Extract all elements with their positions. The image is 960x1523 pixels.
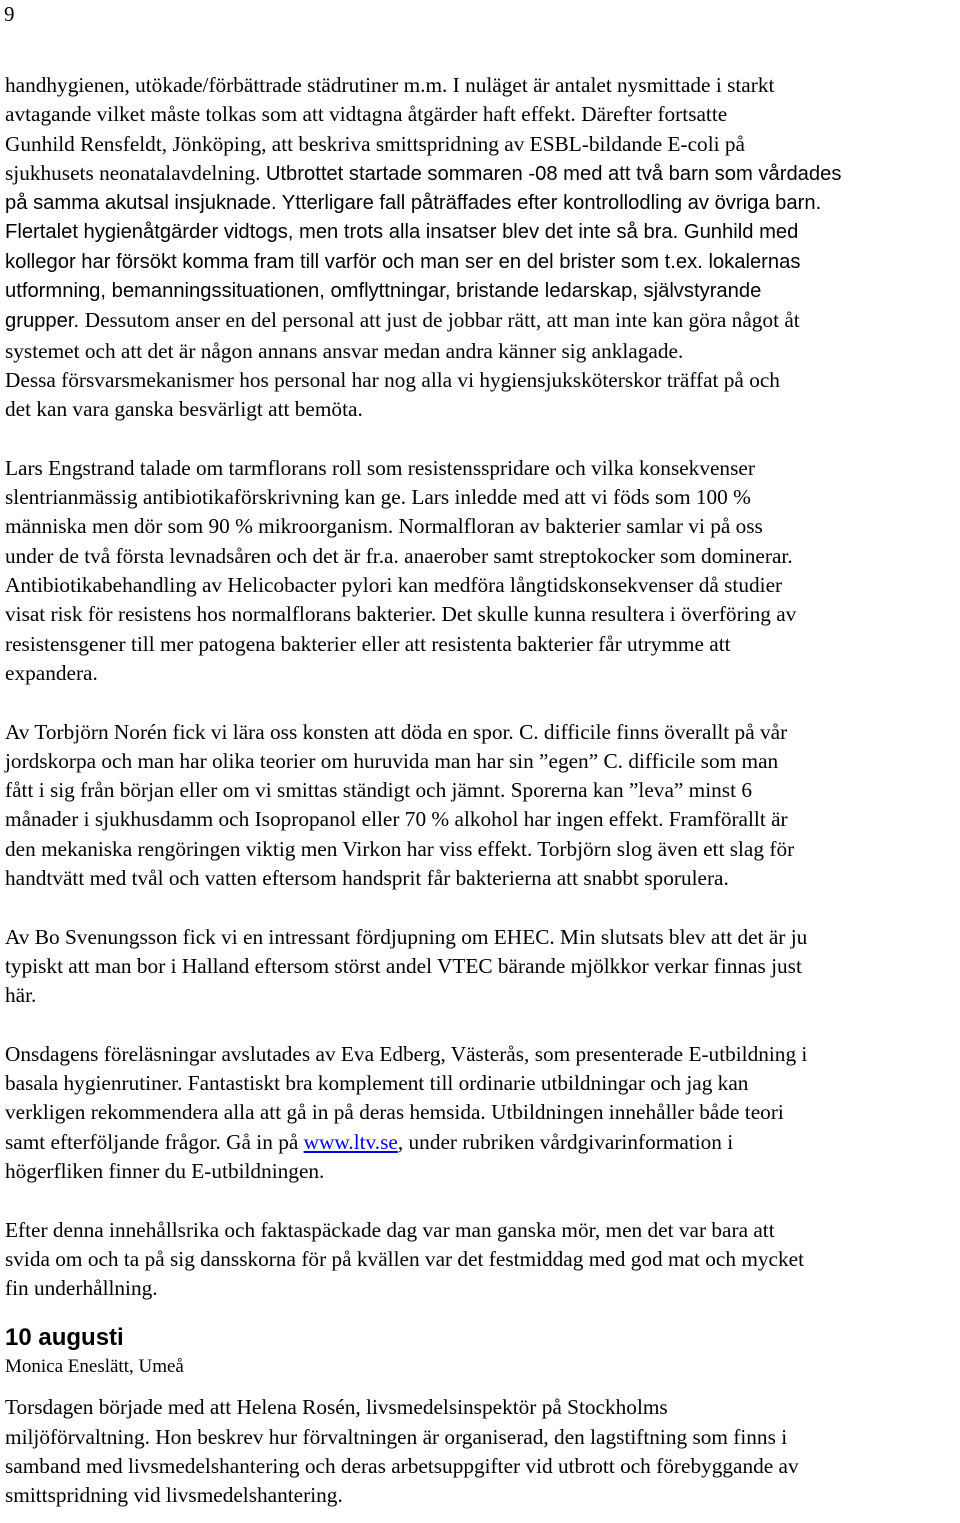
text-line: svida om och ta på sig dansskorna för på kvällen var det festmiddag med god mat och mycket: [5, 1246, 805, 1271]
text-line: människa men dör som 90 % mikroorganism. Normalfloran av bakterier samlar vi på oss: [5, 514, 763, 539]
text-line: utformning, bemanningssituationen, omflyttningar, bristande ledarskap, självstyrande: [5, 280, 762, 303]
text-run: grupper.: [5, 310, 85, 333]
text-line: verkligen rekommendera alla att gå in på deras hemsida. Utbildningen innehåller både teori: [5, 1100, 784, 1125]
text-line: systemet och att det är någon annans ansvar medan andra känner sig anklagade.: [5, 338, 684, 363]
ltv-link[interactable]: www.ltv.se: [303, 1129, 398, 1154]
text-line: kollegor har försökt komma fram till varför och man ser en del brister som t.ex. lokalernas: [5, 250, 801, 273]
text-line: samband med livsmedelshantering och deras arbetsuppgifter vid utbrott och förebyggande av: [5, 1454, 799, 1479]
author-byline: Monica Eneslätt, Umeå: [5, 1356, 184, 1378]
text-line: här.: [5, 983, 37, 1008]
text-line: Av Torbjörn Norén fick vi lära oss konsten att döda en spor. C. difficile finns överallt på vår: [5, 719, 788, 744]
paragraph-c-difficile: [5, 718, 960, 894]
text-line: smittspridning vid livsmedelshantering.: [5, 1483, 343, 1508]
text-line: jordskorpa och man har olika teorier om huruvida man har sin ”egen” C. difficile som man: [5, 748, 779, 773]
text-line: Efter denna innehållsrika och faktaspäckade dag var man ganska mör, men det var bara att: [5, 1217, 775, 1242]
text-line: handhygienen, utökade/förbättrade städrutiner m.m. I nuläget är antalet nysmittade i starkt: [5, 73, 775, 97]
text-line: under de två första levnadsåren och det är fr.a. anaerober samt streptokocker som dominerar.: [5, 543, 793, 568]
text-line: Onsdagens föreläsningar avslutades av Eva Edberg, Västerås, som presenterade E-utbildning i: [5, 1041, 808, 1066]
paragraph-livsmedel: [5, 1393, 960, 1510]
text-line: expandera.: [5, 660, 98, 685]
text-line: miljöförvaltning. Hon beskrev hur förvaltningen är organiserad, den lagstiftning som finns i: [5, 1424, 788, 1449]
text-line: handtvätt med tvål och vatten eftersom handsprit får bakterierna att snabbt sporulera.: [5, 866, 729, 891]
document-body: [5, 71, 960, 1511]
text-run: , under rubriken vårdgivarinformation i: [397, 1129, 734, 1154]
text-line: Antibiotikabehandling av Helicobacter pylori kan medföra långtidskonsekvenser då studier: [5, 573, 783, 598]
text-line: Flertalet hygienåtgärder vidtogs, men trots alla insatser blev det inte så bra. Gunhild med: [5, 221, 799, 244]
section-heading: 10 augusti: [5, 1324, 124, 1352]
text-line: [5, 159, 960, 189]
text-line: högerfliken finner du E-utbildningen.: [5, 1158, 325, 1183]
text-run: sjukhusets neonatalavdelning.: [5, 160, 266, 185]
paragraph-e-utbildning: [5, 1040, 960, 1186]
text-line: fått i sig från början eller om vi smittas ständigt och jämnt. Sporerna kan ”leva” minst 6: [5, 778, 752, 803]
text-line: slentrianmässig antibiotikaförskrivning kan ge. Lars inledde med att vi föds som 100 %: [5, 485, 751, 510]
text-line: [5, 306, 960, 336]
text-run: Utbrottet startade sommaren -08 med att två barn som vårdades: [265, 162, 842, 185]
text-line: resistensgener till mer patogena bakterier eller att resistenta bakterier får utrymme att: [5, 631, 731, 656]
paragraph-tarmflora: [5, 454, 960, 688]
text-line: typiskt att man bor i Halland eftersom störst andel VTEC bärande mjölkkor verkar finnas just: [5, 953, 802, 978]
text-line: visat risk för resistens hos normalflorans bakterier. Det skulle kunna resultera i överföring av: [5, 602, 797, 627]
text-line: Lars Engstrand talade om tarmflorans roll som resistensspridare och vilka konsekvenser: [5, 455, 755, 480]
text-line: Dessa försvarsmekanismer hos personal har nog alla vi hygiensjuksköterskor träffat på och: [5, 367, 780, 392]
text-run: samt efterföljande frågor. Gå in på: [5, 1129, 304, 1154]
text-line: det kan vara ganska besvärligt att bemöta.: [5, 397, 363, 422]
paragraph-ehec: [5, 923, 960, 1011]
page-number: 9: [4, 2, 15, 26]
paragraph-esbl: [5, 71, 960, 425]
text-line: fin underhållning.: [5, 1276, 158, 1301]
text-line: Torsdagen började med att Helena Rosén, livsmedelsinspektör på Stockholms: [5, 1395, 668, 1420]
paragraph-festmiddag: [5, 1216, 960, 1304]
text-line: månader i sjukhusdamm och Isopropanol eller 70 % alkohol har ingen effekt. Framförallt är: [5, 807, 788, 832]
text-line: [5, 1128, 960, 1157]
text-line: Av Bo Svenungsson fick vi en intressant fördjupning om EHEC. Min slutsats blev att det är ju: [5, 924, 808, 949]
text-line: avtagande vilket måste tolkas som att vidtagna åtgärder haft effekt. Därefter fortsatte: [5, 102, 728, 127]
text-line: basala hygienrutiner. Fantastiskt bra komplement till ordinarie utbildningar och jag kan: [5, 1071, 749, 1096]
text-run: Dessutom anser en del personal att just de jobbar rätt, att man inte kan göra något åt: [84, 308, 800, 333]
text-line: Gunhild Rensfeldt, Jönköping, att beskriva smittspridning av ESBL-bildande E-coli på: [5, 131, 745, 156]
text-line: den mekaniska rengöringen viktig men Virkon har viss effekt. Torbjörn slog även ett slag för: [5, 836, 795, 861]
text-line: på samma akutsal insjuknade. Ytterligare fall påträffades efter kontrollodling av övriga barn.: [5, 192, 822, 215]
